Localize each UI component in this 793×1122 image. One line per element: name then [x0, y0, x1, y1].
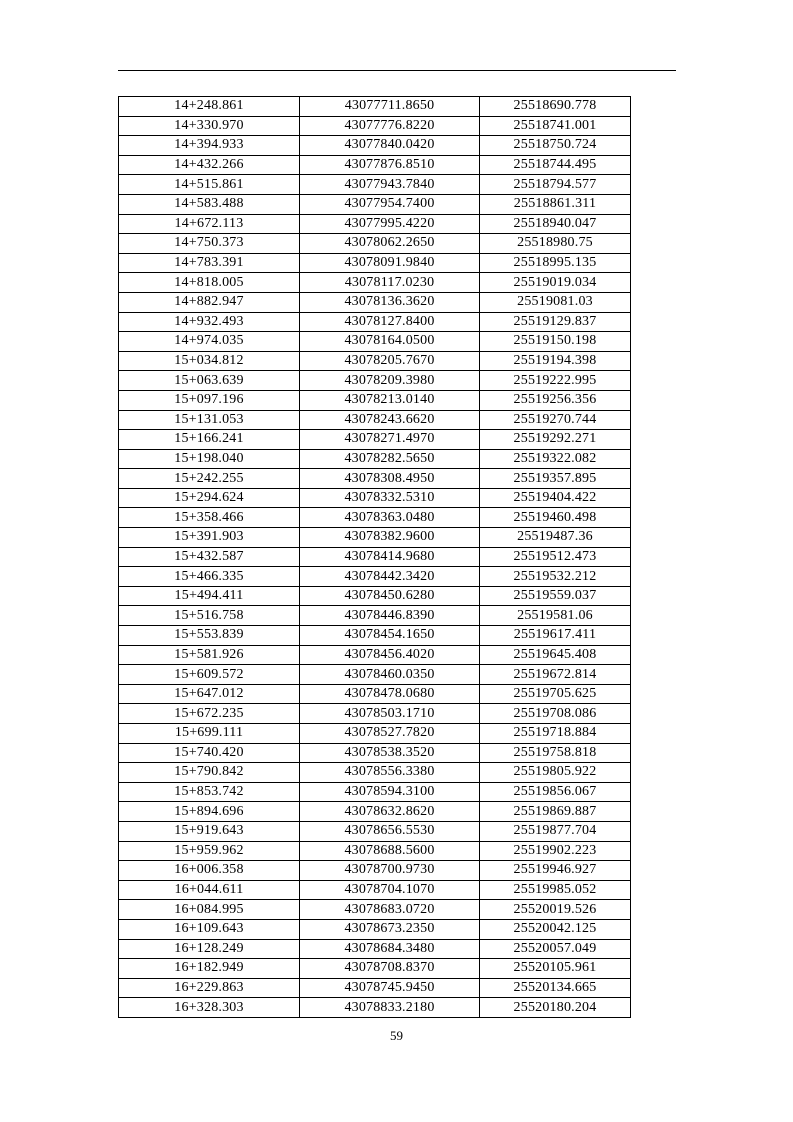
table-row	[119, 430, 631, 450]
table-row	[119, 410, 631, 430]
y-coordinate-cell: 25519357.895	[480, 469, 631, 489]
x-coordinate-cell: 43078478.0680	[300, 684, 480, 704]
y-coordinate-cell: 25520019.526	[480, 900, 631, 920]
y-coordinate-cell: 25519617.411	[480, 626, 631, 646]
station-cell: 15+242.255	[119, 469, 300, 489]
station-cell: 14+750.373	[119, 234, 300, 254]
table-row	[119, 743, 631, 763]
x-coordinate-cell: 43078136.3620	[300, 292, 480, 312]
y-coordinate-cell: 25519460.498	[480, 508, 631, 528]
x-coordinate-cell: 43078688.5600	[300, 841, 480, 861]
station-cell: 14+818.005	[119, 273, 300, 293]
table-row	[119, 488, 631, 508]
x-coordinate-cell: 43078503.1710	[300, 704, 480, 724]
x-coordinate-cell: 43078091.9840	[300, 253, 480, 273]
x-coordinate-cell: 43078745.9450	[300, 978, 480, 998]
page-number: 59	[390, 1028, 403, 1043]
x-coordinate-cell: 43078673.2350	[300, 919, 480, 939]
station-cell: 16+182.949	[119, 959, 300, 979]
y-coordinate-cell: 25519718.884	[480, 724, 631, 744]
table-row	[119, 312, 631, 332]
y-coordinate-cell: 25519672.814	[480, 665, 631, 685]
x-coordinate-cell: 43077943.7840	[300, 175, 480, 195]
table-row	[119, 371, 631, 391]
x-coordinate-cell: 43078450.6280	[300, 586, 480, 606]
y-coordinate-cell: 25519532.212	[480, 567, 631, 587]
y-coordinate-cell: 25519946.927	[480, 861, 631, 881]
x-coordinate-cell: 43078556.3380	[300, 763, 480, 783]
y-coordinate-cell: 25520134.665	[480, 978, 631, 998]
station-cell: 16+328.303	[119, 998, 300, 1018]
y-coordinate-cell: 25519512.473	[480, 547, 631, 567]
station-cell: 14+882.947	[119, 292, 300, 312]
station-cell: 15+358.466	[119, 508, 300, 528]
station-cell: 14+974.035	[119, 332, 300, 352]
x-coordinate-cell: 43078117.0230	[300, 273, 480, 293]
y-coordinate-cell: 25519805.922	[480, 763, 631, 783]
table-row	[119, 586, 631, 606]
table-row	[119, 508, 631, 528]
y-coordinate-cell: 25518794.577	[480, 175, 631, 195]
table-row	[119, 332, 631, 352]
y-coordinate-cell: 25518744.495	[480, 155, 631, 175]
station-cell: 15+198.040	[119, 449, 300, 469]
x-coordinate-cell: 43078271.4970	[300, 430, 480, 450]
y-coordinate-cell: 25519985.052	[480, 880, 631, 900]
table-row	[119, 253, 631, 273]
y-coordinate-cell: 25520105.961	[480, 959, 631, 979]
x-coordinate-cell: 43078700.9730	[300, 861, 480, 881]
x-coordinate-cell: 43078656.5530	[300, 821, 480, 841]
x-coordinate-cell: 43078127.8400	[300, 312, 480, 332]
y-coordinate-cell: 25519256.356	[480, 390, 631, 410]
y-coordinate-cell: 25519019.034	[480, 273, 631, 293]
coordinate-table	[118, 96, 631, 1018]
table-row	[119, 626, 631, 646]
header-rule	[118, 70, 676, 71]
station-cell: 15+790.842	[119, 763, 300, 783]
station-cell: 14+783.391	[119, 253, 300, 273]
station-cell: 15+672.235	[119, 704, 300, 724]
x-coordinate-cell: 43078243.6620	[300, 410, 480, 430]
x-coordinate-cell: 43077995.4220	[300, 214, 480, 234]
station-cell: 15+466.335	[119, 567, 300, 587]
station-cell: 15+740.420	[119, 743, 300, 763]
table-row	[119, 959, 631, 979]
station-cell: 15+853.742	[119, 782, 300, 802]
y-coordinate-cell: 25518980.75	[480, 234, 631, 254]
x-coordinate-cell: 43077776.8220	[300, 116, 480, 136]
x-coordinate-cell: 43078308.4950	[300, 469, 480, 489]
station-cell: 15+034.812	[119, 351, 300, 371]
x-coordinate-cell: 43077840.0420	[300, 136, 480, 156]
x-coordinate-cell: 43078684.3480	[300, 939, 480, 959]
y-coordinate-cell: 25519129.837	[480, 312, 631, 332]
station-cell: 15+166.241	[119, 430, 300, 450]
y-coordinate-cell: 25519404.422	[480, 488, 631, 508]
x-coordinate-cell: 43078446.8390	[300, 606, 480, 626]
table-row	[119, 900, 631, 920]
x-coordinate-cell: 43078282.5650	[300, 449, 480, 469]
y-coordinate-cell: 25519150.198	[480, 332, 631, 352]
y-coordinate-cell: 25519705.625	[480, 684, 631, 704]
x-coordinate-cell: 43078205.7670	[300, 351, 480, 371]
table-row	[119, 351, 631, 371]
station-cell: 16+006.358	[119, 861, 300, 881]
table-row	[119, 567, 631, 587]
table-row	[119, 214, 631, 234]
station-cell: 14+330.970	[119, 116, 300, 136]
y-coordinate-cell: 25519708.086	[480, 704, 631, 724]
x-coordinate-cell: 43078414.9680	[300, 547, 480, 567]
x-coordinate-cell: 43078683.0720	[300, 900, 480, 920]
table-row	[119, 978, 631, 998]
station-cell: 14+583.488	[119, 194, 300, 214]
table-row	[119, 547, 631, 567]
x-coordinate-cell: 43078704.1070	[300, 880, 480, 900]
y-coordinate-cell: 25518940.047	[480, 214, 631, 234]
table-row	[119, 390, 631, 410]
station-cell: 16+128.249	[119, 939, 300, 959]
y-coordinate-cell: 25519559.037	[480, 586, 631, 606]
y-coordinate-cell: 25518995.135	[480, 253, 631, 273]
table-row	[119, 175, 631, 195]
y-coordinate-cell: 25518861.311	[480, 194, 631, 214]
station-cell: 15+131.053	[119, 410, 300, 430]
x-coordinate-cell: 43078164.0500	[300, 332, 480, 352]
x-coordinate-cell: 43078527.7820	[300, 724, 480, 744]
y-coordinate-cell: 25519222.995	[480, 371, 631, 391]
station-cell: 14+672.113	[119, 214, 300, 234]
x-coordinate-cell: 43078833.2180	[300, 998, 480, 1018]
table-row	[119, 919, 631, 939]
station-cell: 15+609.572	[119, 665, 300, 685]
x-coordinate-cell: 43078454.1650	[300, 626, 480, 646]
x-coordinate-cell: 43077876.8510	[300, 155, 480, 175]
x-coordinate-cell: 43078363.0480	[300, 508, 480, 528]
x-coordinate-cell: 43077711.8650	[300, 97, 480, 117]
x-coordinate-cell: 43078708.8370	[300, 959, 480, 979]
table-row	[119, 763, 631, 783]
y-coordinate-cell: 25520042.125	[480, 919, 631, 939]
table-row	[119, 292, 631, 312]
y-coordinate-cell: 25519645.408	[480, 645, 631, 665]
y-coordinate-cell: 25519581.06	[480, 606, 631, 626]
y-coordinate-cell: 25519292.271	[480, 430, 631, 450]
y-coordinate-cell: 25519322.082	[480, 449, 631, 469]
station-cell: 15+294.624	[119, 488, 300, 508]
table-row	[119, 469, 631, 489]
station-cell: 15+581.926	[119, 645, 300, 665]
station-cell: 16+084.995	[119, 900, 300, 920]
table-row	[119, 116, 631, 136]
table-row	[119, 155, 631, 175]
station-cell: 14+515.861	[119, 175, 300, 195]
table-row	[119, 841, 631, 861]
table-row	[119, 704, 631, 724]
table-row	[119, 449, 631, 469]
station-cell: 15+647.012	[119, 684, 300, 704]
table-row	[119, 665, 631, 685]
x-coordinate-cell: 43078456.4020	[300, 645, 480, 665]
y-coordinate-cell: 25519194.398	[480, 351, 631, 371]
table-row	[119, 194, 631, 214]
x-coordinate-cell: 43078632.8620	[300, 802, 480, 822]
station-cell: 15+553.839	[119, 626, 300, 646]
table-row	[119, 821, 631, 841]
x-coordinate-cell: 43078213.0140	[300, 390, 480, 410]
station-cell: 15+391.903	[119, 528, 300, 548]
station-cell: 15+432.587	[119, 547, 300, 567]
station-cell: 15+494.411	[119, 586, 300, 606]
table-row	[119, 684, 631, 704]
table-row	[119, 861, 631, 881]
station-cell: 15+097.196	[119, 390, 300, 410]
y-coordinate-cell: 25519081.03	[480, 292, 631, 312]
station-cell: 14+432.266	[119, 155, 300, 175]
station-cell: 15+063.639	[119, 371, 300, 391]
x-coordinate-cell: 43078442.3420	[300, 567, 480, 587]
y-coordinate-cell: 25519270.744	[480, 410, 631, 430]
y-coordinate-cell: 25519487.36	[480, 528, 631, 548]
table-row	[119, 606, 631, 626]
y-coordinate-cell: 25518741.001	[480, 116, 631, 136]
table-row	[119, 802, 631, 822]
table-row	[119, 234, 631, 254]
station-cell: 15+894.696	[119, 802, 300, 822]
table-row	[119, 97, 631, 117]
y-coordinate-cell: 25519877.704	[480, 821, 631, 841]
table-row	[119, 136, 631, 156]
x-coordinate-cell: 43077954.7400	[300, 194, 480, 214]
station-cell: 15+919.643	[119, 821, 300, 841]
x-coordinate-cell: 43078538.3520	[300, 743, 480, 763]
coordinate-table-body	[119, 97, 631, 1018]
x-coordinate-cell: 43078332.5310	[300, 488, 480, 508]
y-coordinate-cell: 25520180.204	[480, 998, 631, 1018]
y-coordinate-cell: 25519856.067	[480, 782, 631, 802]
station-cell: 16+109.643	[119, 919, 300, 939]
station-cell: 15+959.962	[119, 841, 300, 861]
x-coordinate-cell: 43078460.0350	[300, 665, 480, 685]
table-row	[119, 782, 631, 802]
station-cell: 16+044.611	[119, 880, 300, 900]
y-coordinate-cell: 25518690.778	[480, 97, 631, 117]
table-row	[119, 273, 631, 293]
station-cell: 15+516.758	[119, 606, 300, 626]
station-cell: 14+932.493	[119, 312, 300, 332]
table-row	[119, 939, 631, 959]
x-coordinate-cell: 43078062.2650	[300, 234, 480, 254]
y-coordinate-cell: 25520057.049	[480, 939, 631, 959]
x-coordinate-cell: 43078594.3100	[300, 782, 480, 802]
station-cell: 16+229.863	[119, 978, 300, 998]
table-row	[119, 645, 631, 665]
y-coordinate-cell: 25518750.724	[480, 136, 631, 156]
y-coordinate-cell: 25519869.887	[480, 802, 631, 822]
x-coordinate-cell: 43078382.9600	[300, 528, 480, 548]
table-row	[119, 528, 631, 548]
table-row	[119, 880, 631, 900]
table-row	[119, 998, 631, 1018]
x-coordinate-cell: 43078209.3980	[300, 371, 480, 391]
station-cell: 14+248.861	[119, 97, 300, 117]
y-coordinate-cell: 25519758.818	[480, 743, 631, 763]
table-row	[119, 724, 631, 744]
station-cell: 15+699.111	[119, 724, 300, 744]
y-coordinate-cell: 25519902.223	[480, 841, 631, 861]
station-cell: 14+394.933	[119, 136, 300, 156]
